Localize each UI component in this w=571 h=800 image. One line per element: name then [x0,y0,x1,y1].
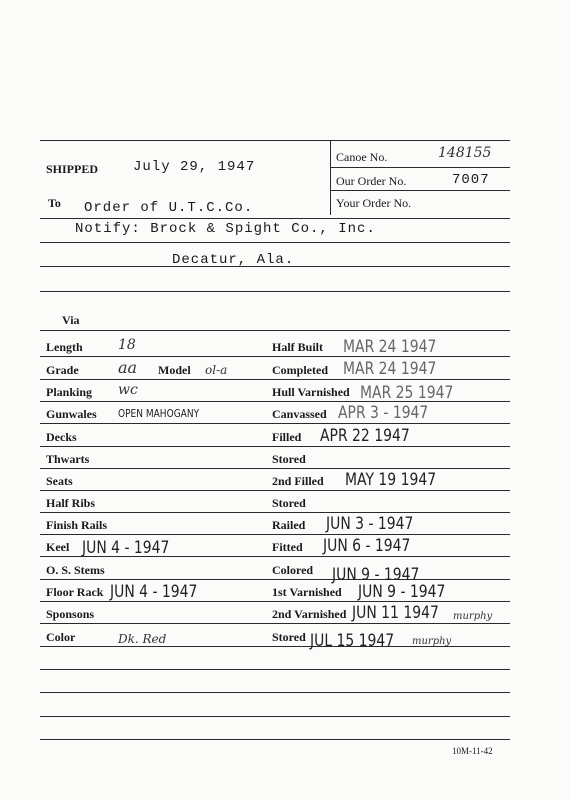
keel-label: Keel [46,540,70,554]
railed-value: JUN 3 - 1947 [326,514,414,534]
model-label: Model [158,363,191,377]
stored-3-label: Stored [272,630,306,644]
fitted-value: JUN 6 - 1947 [323,536,411,556]
decks-label: Decks [46,430,77,444]
model-value: ol-a [205,363,228,377]
via-label: Via [62,313,80,327]
hull-varnished-label: Hull Varnished [272,385,350,399]
address-rule-1 [40,218,510,219]
thwarts-label: Thwarts [46,452,90,466]
to-label: To [48,196,61,210]
second-filled-label: 2nd Filled [272,474,324,488]
color-label: Color [46,630,76,644]
shipped-date: July 29, 1947 [133,159,256,175]
os-stems-label: O. S. Stems [46,563,105,577]
half-built-value: MAR 24 1947 [343,337,437,357]
filled-value: APR 22 1947 [320,426,410,446]
city-value: Decatur, Ala. [172,252,295,268]
length-label: Length [46,340,83,354]
form-code: 10M-11-42 [452,746,493,756]
row-rule [40,423,510,424]
canoe-no-value: 148155 [438,145,492,161]
top-rule [40,140,510,141]
via-rule [40,330,510,331]
row-rule [40,692,510,693]
shipped-label: SHIPPED [46,162,99,176]
first-varnished-label: 1st Varnished [272,585,342,599]
half-built-label: Half Built [272,340,324,354]
sponsons-label: Sponsons [46,607,95,621]
fitted-label: Fitted [272,540,303,554]
address-rule-3 [40,266,510,267]
canvassed-label: Canvassed [272,407,327,421]
stored-2-label: Stored [272,496,306,510]
stored-1-label: Stored [272,452,306,466]
half-ribs-label: Half Ribs [46,496,96,510]
address-rule-4 [40,291,510,292]
gunwales-label: Gunwales [46,407,97,421]
row-rule [40,512,510,513]
your-order-label: Your Order No. [336,196,412,210]
planking-value: wc [118,382,138,398]
order-box-rule-1 [330,167,510,168]
grade-label: Grade [46,363,79,377]
second-filled-value: MAY 19 1947 [345,470,437,490]
second-varnished-value: JUN 11 1947 [352,603,439,623]
row-rule [40,490,510,491]
our-order-value: 7007 [452,172,490,188]
address-rule-2 [40,242,510,243]
row-rule [40,623,510,624]
order-box-divider [330,140,331,215]
row-rule [40,379,510,380]
colored-value: JUN 9 - 1947 [332,565,420,585]
railed-label: Railed [272,518,306,532]
row-rule [40,669,510,670]
completed-value: MAR 24 1947 [343,359,437,379]
color-value: Dk. Red [118,632,167,646]
floor-rack-value: JUN 4 - 1947 [110,582,198,602]
row-rule [40,356,510,357]
notify-value: Notify: Brock & Spight Co., Inc. [75,221,376,237]
second-varnished-label: 2nd Varnished [272,607,347,621]
row-rule [40,716,510,717]
to-value: Order of U.T.C.Co. [84,200,254,216]
row-rule [40,468,510,469]
our-order-label: Our Order No. [336,174,407,188]
seats-label: Seats [46,474,73,488]
first-varnished-value: JUN 9 - 1947 [358,582,446,602]
completed-label: Completed [272,363,328,377]
filled-label: Filled [272,430,302,444]
row-rule [40,446,510,447]
canoe-no-label: Canoe No. [336,150,388,164]
canvassed-value: APR 3 - 1947 [338,403,429,423]
planking-label: Planking [46,385,93,399]
row-rule [40,739,510,740]
stored-3-initials: murphy [412,636,452,647]
finish-rails-label: Finish Rails [46,518,108,532]
second-varnished-initials: murphy [453,611,493,622]
keel-value: JUN 4 - 1947 [82,538,170,558]
gunwales-value: OPEN MAHOGANY [118,407,200,420]
floor-rack-label: Floor Rack [46,585,104,599]
order-box-rule-2 [330,190,510,191]
row-rule [40,534,510,535]
length-value: 18 [118,337,136,353]
hull-varnished-value: MAR 25 1947 [360,383,454,403]
grade-value: aa [118,358,138,377]
stored-3-value: JUL 15 1947 [310,631,395,651]
row-rule [40,579,510,580]
colored-label: Colored [272,563,314,577]
